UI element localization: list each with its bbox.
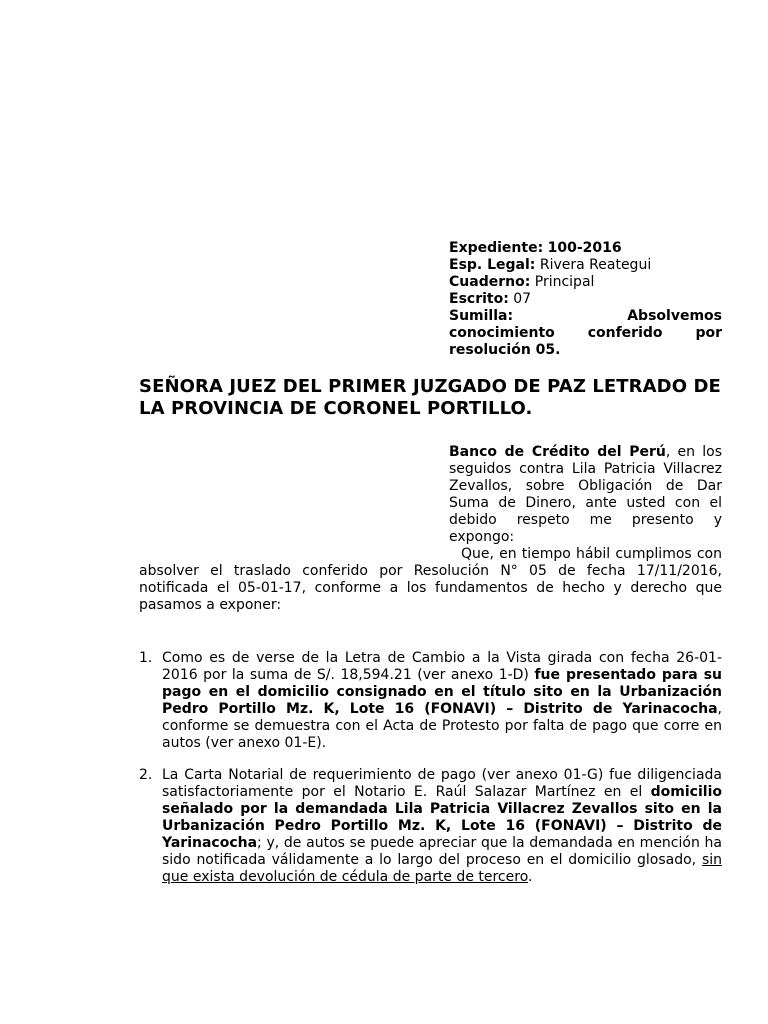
sumilla-label: Sumilla: (449, 308, 514, 324)
item-bold-text: domicilio señalado por la demandada Lila Patricia Villacrez Zevallos sito en la Urbanización Pedro Portillo Mz. K, Lote 16 (FONAVI) – Distrito de Yarinacocha (162, 784, 722, 851)
expediente-value: 100-2016 (547, 240, 622, 256)
item-text: La Carta Notarial de requerimiento de pago (ver anexo 01-G) fue diligenciada satisfactoriamente por el Notario E. Raúl Salazar Martínez en el (162, 767, 722, 800)
item-text: . (528, 869, 533, 885)
item-underlined-text: sin que exista devolución de cédula de parte de tercero (162, 852, 722, 885)
case-header (449, 240, 722, 359)
item-text: , conforme se demuestra con el Acta de Protesto por falta de pago que corre en autos (ver anexo 01-E). (162, 701, 722, 751)
item-body (162, 767, 722, 886)
esp-legal-row (449, 257, 722, 274)
item-text: Como es de verse de la Letra de Cambio a la Vista girada con fecha 26-01-2016 por la suma de S/. 18,594.21 (ver anexo 1-D) (162, 650, 722, 683)
item-body (162, 650, 722, 752)
court-addressee: SEÑORA JUEZ DEL PRIMER JUZGADO DE PAZ LETRADO DE LA PROVINCIA DE CORONEL PORTILLO. (139, 376, 721, 419)
item-number: 1. (139, 650, 153, 666)
sumilla-value: Absolvemos conocimiento conferido por resolución 05. (449, 308, 722, 358)
item-text: ; y, de autos se puede apreciar que la demandada en mención ha sido notificada válidamente a lo largo del proceso en el domicilio glosado, (162, 835, 722, 868)
cuaderno-row (449, 274, 722, 291)
item-number: 2. (139, 767, 153, 783)
party-text: , en los seguidos contra Lila Patricia Villacrez Zevallos, sobre Obligación de Dar Suma de Dinero, ante usted con el debido respeto me presento y expongo: (449, 444, 722, 545)
expediente-label: Expediente: (449, 240, 544, 256)
escrito-row (449, 291, 722, 308)
cuaderno-label: Cuaderno: (449, 274, 531, 290)
esp-legal-value: Rivera Reategui (539, 257, 652, 273)
party-name: Banco de Crédito del Perú (449, 444, 666, 460)
party-introduction (449, 444, 722, 546)
esp-legal-label: Esp. Legal: (449, 257, 536, 273)
sumilla-row (449, 308, 722, 359)
cuaderno-value: Principal (534, 274, 595, 290)
intro-text: Que, en tiempo hábil cumplimos con absolver el traslado conferido por Resolución N° 05 de fecha 17/11/2016, notificada el 05-01-17, conforme a los fundamentos de hecho y derecho que pasamos a exponer: (139, 546, 722, 613)
item-bold-text: fue presentado para su pago en el domicilio consignado en el título sito en la Urbanización Pedro Portillo Mz. K, Lote 16 (FONAVI) – Distrito de Yarinacocha (162, 667, 722, 717)
escrito-value: 07 (513, 291, 532, 307)
numbered-item-1 (139, 650, 722, 752)
escrito-label: Escrito: (449, 291, 509, 307)
numbered-item-2 (139, 767, 722, 886)
intro-paragraph (139, 546, 722, 614)
expediente-row (449, 240, 722, 257)
